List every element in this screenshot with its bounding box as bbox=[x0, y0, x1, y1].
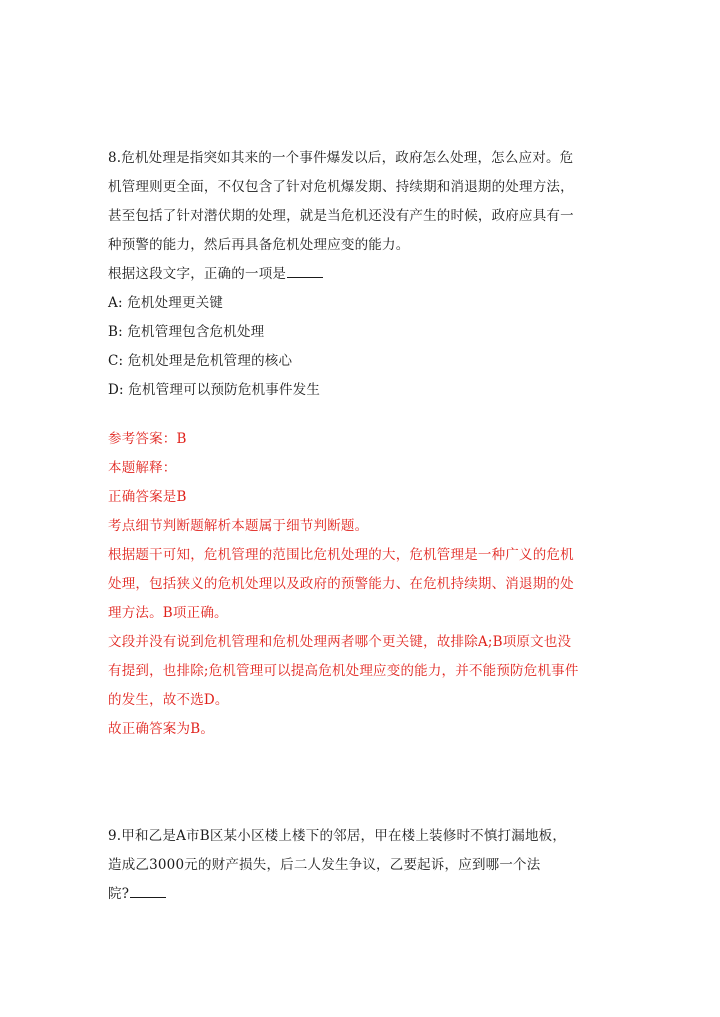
question-9-stem-line: 造成乙3000元的财产损失，后二人发生争议，乙要起诉，应到哪一个法 bbox=[108, 857, 541, 873]
explanation-line: 故正确答案为B。 bbox=[108, 721, 215, 737]
option-b: B: 危机管理包含危机处理 bbox=[108, 324, 265, 340]
question-9-stem-line bbox=[108, 880, 608, 909]
explanation-line: 有提到，也排除;危机管理可以提高危机处理应变的能力，并不能预防危机事件 bbox=[108, 663, 579, 679]
question-9-stem-end: 院? bbox=[108, 886, 130, 902]
option-d: D: 危机管理可以预防危机事件发生 bbox=[108, 382, 321, 398]
explanation-line: 考点细节判断题解析本题属于细节判断题。 bbox=[108, 518, 369, 534]
explanation-line: 文段并没有说到危机管理和危机处理两者哪个更关键，故排除A;B项原文也没 bbox=[108, 634, 572, 650]
explanation-line: 正确答案是B bbox=[108, 489, 187, 505]
question-9 bbox=[108, 822, 608, 909]
answer-explanation bbox=[108, 425, 608, 744]
explanation-title: 本题解释： bbox=[108, 460, 177, 476]
explanation-line: 理方法。B项正确。 bbox=[108, 605, 228, 621]
explanation-line: 根据题干可知，危机管理的范围比危机处理的大，危机管理是一种广义的危机 bbox=[108, 547, 574, 563]
answer-blank bbox=[287, 261, 323, 278]
option-a: A: 危机处理更关键 bbox=[108, 295, 224, 311]
question-8-stem-line: 8.危机处理是指突如其来的一个事件爆发以后，政府怎么处理，怎么应对。危 bbox=[108, 150, 574, 166]
question-8-stem-line: 甚至包括了针对潜伏期的处理，就是当危机还没有产生的时候，政府应具有一 bbox=[108, 208, 574, 224]
answer-blank bbox=[130, 881, 166, 898]
question-8-prompt-text: 根据这段文字，正确的一项是 bbox=[108, 266, 287, 282]
question-8-stem-line: 机管理则更全面，不仅包含了针对危机爆发期、持续期和消退期的处理方法， bbox=[108, 179, 574, 195]
question-8 bbox=[108, 144, 608, 405]
explanation-line: 的发生，故不选D。 bbox=[108, 692, 229, 708]
explanation-line: 处理，包括狭义的危机处理以及政府的预警能力、在危机持续期、消退期的处 bbox=[108, 576, 574, 592]
question-8-prompt bbox=[108, 260, 608, 289]
reference-answer: 参考答案：B bbox=[108, 431, 187, 447]
question-9-stem-line: 9.甲和乙是A市B区某小区楼上楼下的邻居，甲在楼上装修时不慎打漏地板， bbox=[108, 828, 567, 844]
question-8-stem-line: 种预警的能力，然后再具备危机处理应变的能力。 bbox=[108, 237, 410, 253]
option-c: C: 危机处理是危机管理的核心 bbox=[108, 353, 293, 369]
